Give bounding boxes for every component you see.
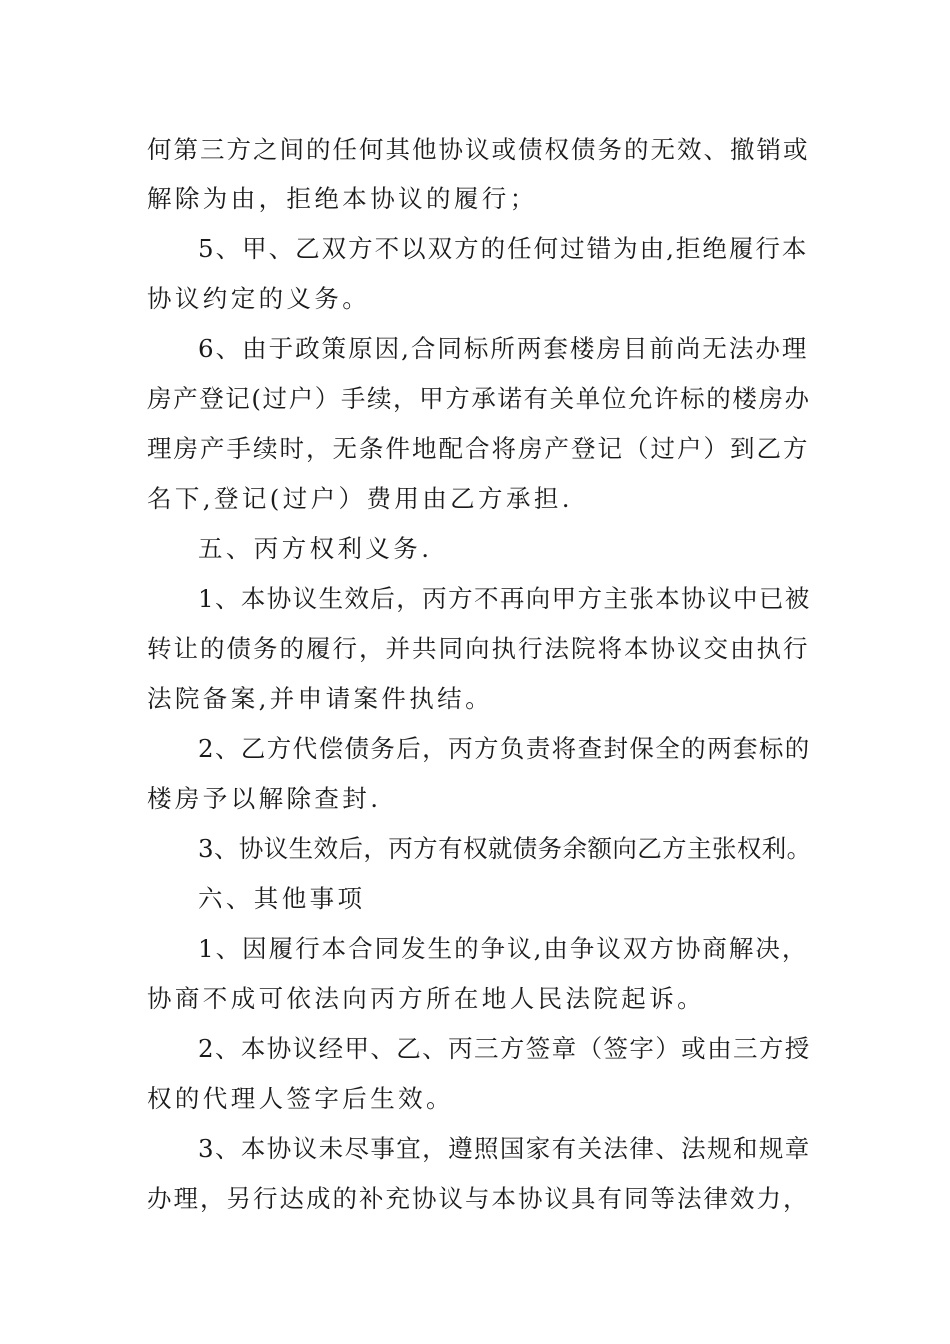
text-line: 协商不成可依法向丙方所在地人民法院起诉。 [147, 984, 705, 1013]
text-line: 5、甲、乙双方不以双方的任何过错为由,拒绝履行本 [198, 234, 809, 263]
text-line: 2、乙方代偿债务后，丙方负责将查封保全的两套标的 [198, 734, 811, 763]
text-line: 转让的债务的履行，并共同向执行法院将本协议交由执行 [147, 634, 810, 663]
text-line: 楼房予以解除查封. [147, 784, 382, 813]
text-line: 办理，另行达成的补充协议与本协议具有同等法律效力， [147, 1184, 810, 1213]
text-line: 解除为由，拒绝本协议的履行； [147, 184, 538, 213]
text-line: 3、本协议未尽事宜，遵照国家有关法律、法规和规章 [198, 1134, 811, 1163]
text-line: 法院备案,并申请案件执结。 [147, 684, 493, 713]
text-line: 权的代理人签字后生效。 [147, 1084, 454, 1113]
text-line: 何第三方之间的任何其他协议或债权债务的无效、撤销或 [147, 135, 810, 164]
text-line: 3、协议生效后，丙方有权就债务余额向乙方主张权利。 [198, 834, 812, 863]
section-heading: 六、其他事项 [198, 884, 366, 913]
text-line: 房产登记(过户）手续，甲方承诺有关单位允许标的楼房办 [147, 384, 811, 413]
section-heading: 五、丙方权利义务. [198, 534, 433, 563]
text-line: 名下,登记(过户）费用由乙方承担. [147, 484, 573, 513]
text-line: 1、因履行本合同发生的争议,由争议双方协商解决， [198, 934, 809, 963]
text-line: 理房产手续时，无条件地配合将房产登记（过户）到乙方 [147, 434, 810, 463]
text-line: 协议约定的义务。 [147, 284, 371, 313]
text-line: 2、本协议经甲、乙、丙三方签章（签字）或由三方授 [198, 1034, 811, 1063]
text-line: 1、本协议生效后，丙方不再向甲方主张本协议中已被 [198, 584, 811, 613]
text-line: 6、由于政策原因,合同标所两套楼房目前尚无法办理 [198, 334, 809, 363]
